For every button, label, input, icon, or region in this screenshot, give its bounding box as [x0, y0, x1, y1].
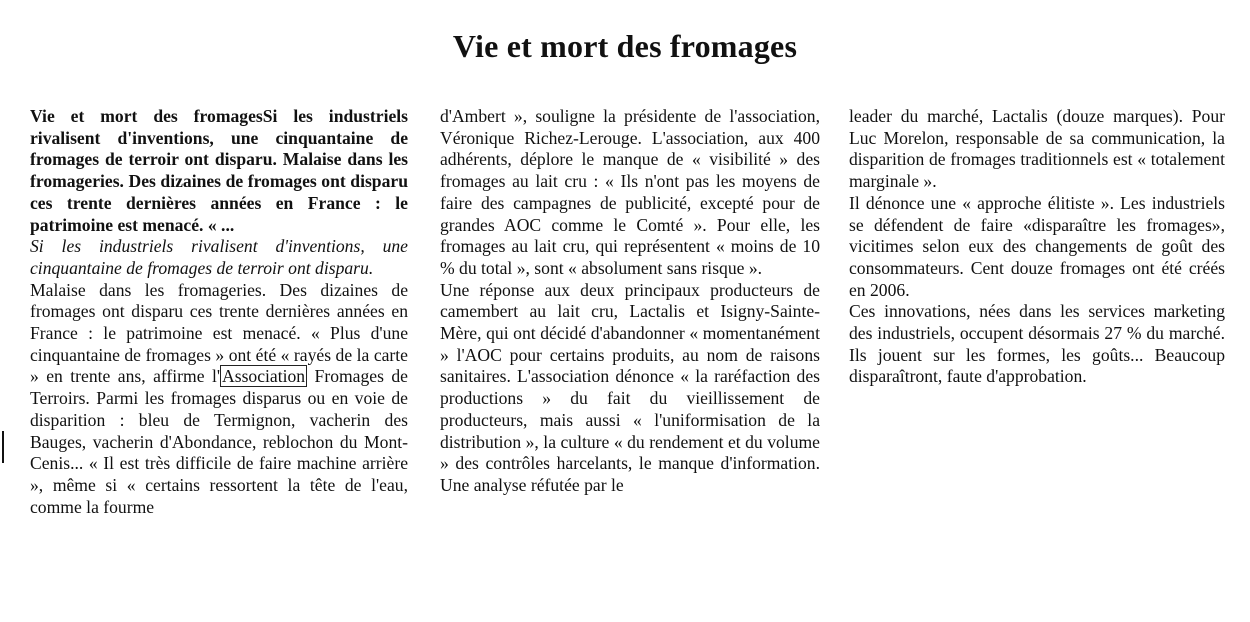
lead-paragraph: Vie et mort des fromagesSi les industriels rivalisent d'inventions, une cinquantaine de fromages de terroir ont disparu. Malaise dans les fromageries. Des dizaines de fromages ont disparu ces trente dernières années en France : le patrimoine est menacé. « ... — [30, 106, 408, 235]
text-column-1 — [30, 106, 408, 518]
body-paragraph-2-continued: leader du marché, Lactalis (douze marques). Pour Luc Morelon, responsable de sa communication, la disparition de fromages traditionnels est « totalement marginale ». — [849, 106, 1225, 192]
body-text: Malaise dans les fromageries. Des dizaines de fromages ont disparu ces trente dernières années en France : le patrimoine est menacé. « Plus d'une cinquantaine de fromages » ont été « rayés de la carte » en trente ans, affirme l' — [30, 279, 408, 387]
text-column-2 — [440, 106, 820, 497]
article-title: Vie et mort des fromages — [452, 28, 798, 64]
margin-mark — [2, 431, 4, 463]
highlighted-word: Association — [222, 366, 306, 387]
body-paragraph-3: Il dénonce une « approche élitiste ». Les industriels se défendent de faire «disparaître les fromages», vicitimes selon eux des changements de goût des consommateurs. Cent douze fromages ont été créés en 2006. — [849, 192, 1225, 300]
body-paragraph-4: Ces innovations, nées dans les services marketing des industriels, occupent désormais 27 % du marché. Ils jouent sur les formes, les goûts... Beaucoup disparaîtront, faute d'approbation. — [849, 301, 1225, 387]
body-paragraph-1 — [30, 280, 408, 519]
body-paragraph-2: Une réponse aux deux principaux producteurs de camembert au lait cru, Lactalis et Isigny-Sainte-Mère, qui ont décidé d'abandonner « momentanément » l'AOC pour certains produits, au nom de raisons sanitaires. L'association dénonce « la raréfaction des productions » du fait du vieillissement de producteurs, mais aussi « l'uniformisation de la distribution », la culture « du rendement et du volume » des contrôles harcelants, le manque d'information. Une analyse réfutée par le — [440, 279, 820, 495]
text-column-3 — [849, 106, 1225, 388]
body-text: Fromages de Terroirs. Parmi les fromages disparus ou en voie de disparition : bleu de Termignon, vacherin des Bauges, vacherin d'Abondance, reblochon du Mont-Cenis... « Il est très difficile de faire machine arrière », même si « certains ressortent la tête de l'eau, comme la fourme — [30, 366, 408, 517]
intro-paragraph: Si les industriels rivalisent d'inventions, une cinquantaine de fromages de terroir ont disparu. — [30, 236, 408, 278]
body-paragraph-1-continued: d'Ambert », souligne la présidente de l'association, Véronique Richez-Lerouge. L'association, aux 400 adhérents, déplore le manque de « visibilité » des fromages au lait cru : « Ils n'ont pas les moyens de faire des campagnes de publicité, excepté pour de grandes AOC comme le Comté ». Pour elle, les fromages au lait cru, qui représentent « moins de 10 % du total », sont « absolument sans risque ». — [440, 106, 820, 278]
